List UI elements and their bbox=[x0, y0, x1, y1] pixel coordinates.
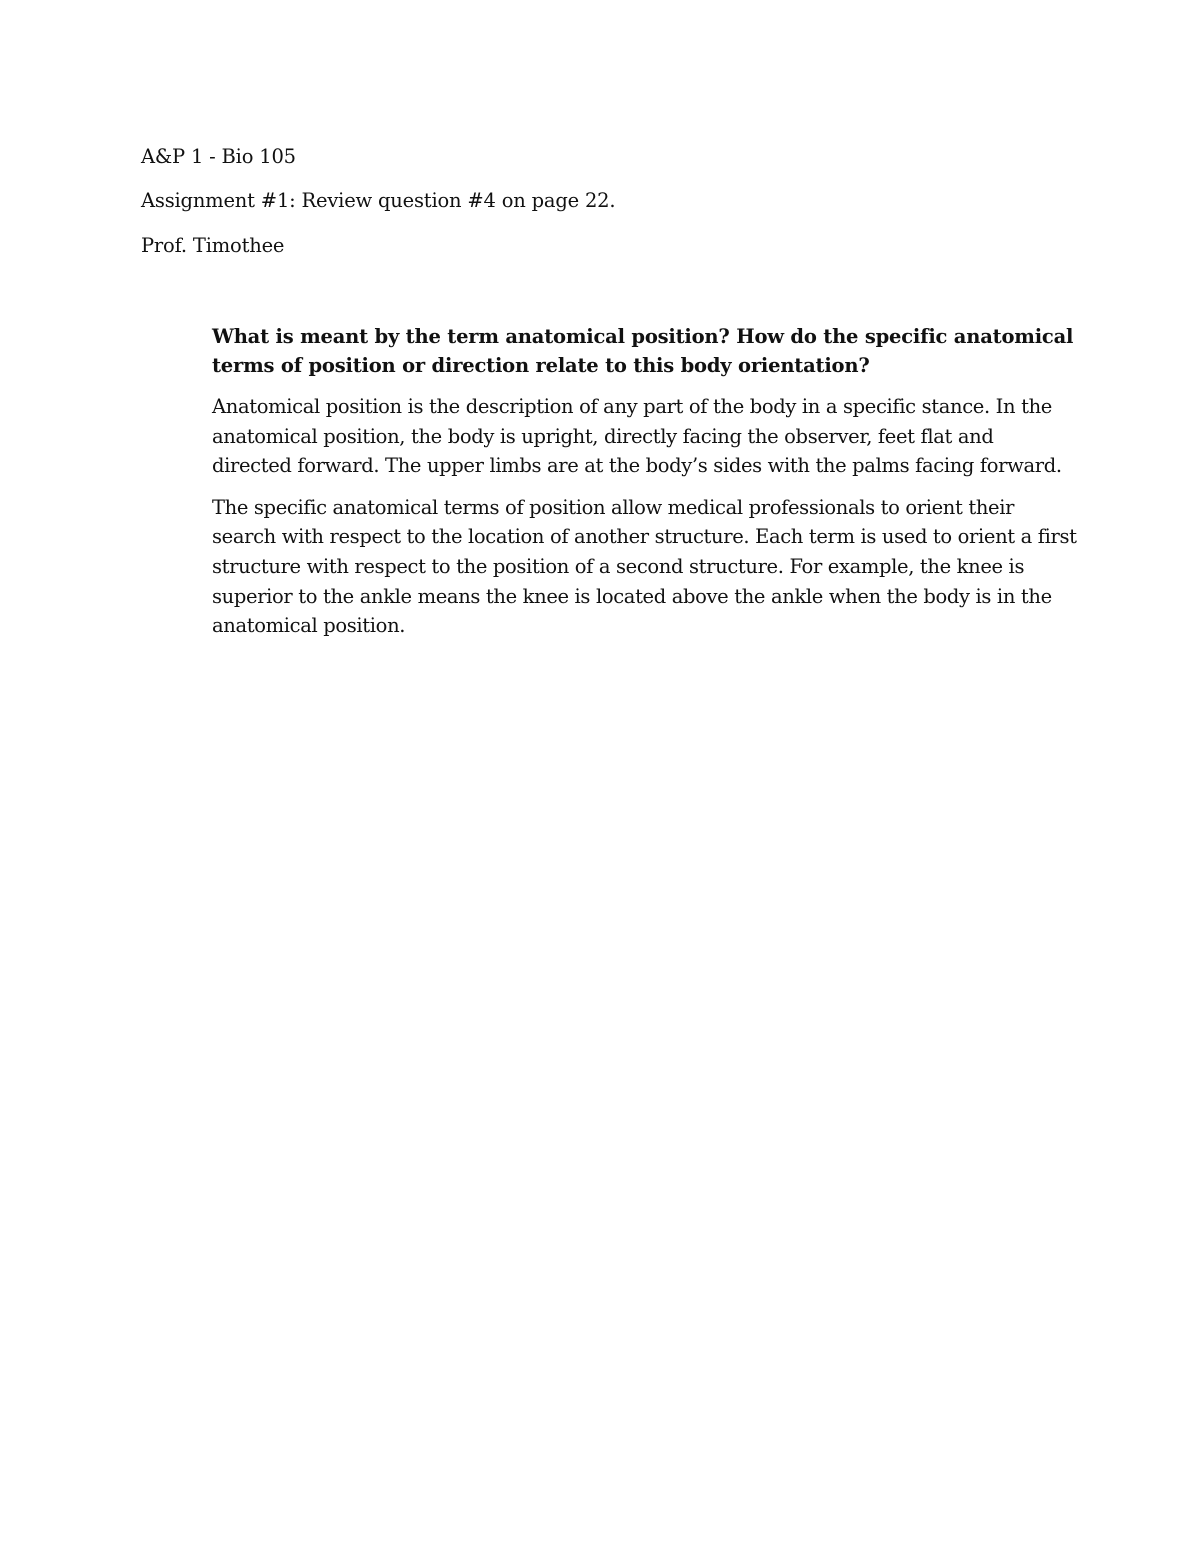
paragraph-line: structure with respect to the position of a second structure. For example, the knee is bbox=[212, 554, 1025, 578]
answer-paragraph-2 bbox=[212, 493, 1077, 641]
paragraph-line: Anatomical position is the description of any part of the body in a specific stance. In the bbox=[212, 395, 1052, 418]
question-line: terms of position or direction relate to this body orientation? bbox=[212, 354, 870, 377]
paragraph-line: anatomical position. bbox=[212, 614, 406, 638]
paragraph-line: directed forward. The upper limbs are at the body’s sides with the palms facing forward. bbox=[212, 454, 1062, 478]
paragraph-line: anatomical position, the body is upright, directly facing the observer, feet flat and bbox=[212, 424, 994, 448]
paragraph-line: The specific anatomical terms of position allow medical professionals to orient their bbox=[212, 495, 1015, 519]
professor-name: Prof. Timothee bbox=[141, 234, 285, 257]
review-question bbox=[212, 322, 1074, 380]
answer-block bbox=[212, 322, 1077, 653]
course-title: A&P 1 - Bio 105 bbox=[141, 145, 296, 168]
question-line: What is meant by the term anatomical position? How do the specific anatomical bbox=[212, 325, 1074, 348]
answer-paragraph-1 bbox=[212, 392, 1067, 481]
paragraph-line: superior to the ankle means the knee is located above the ankle when the body is in the bbox=[212, 584, 1052, 608]
paragraph-line: search with respect to the location of another structure. Each term is used to orient a first bbox=[212, 525, 1077, 549]
assignment-line: Assignment #1: Review question #4 on page 22. bbox=[141, 189, 616, 212]
